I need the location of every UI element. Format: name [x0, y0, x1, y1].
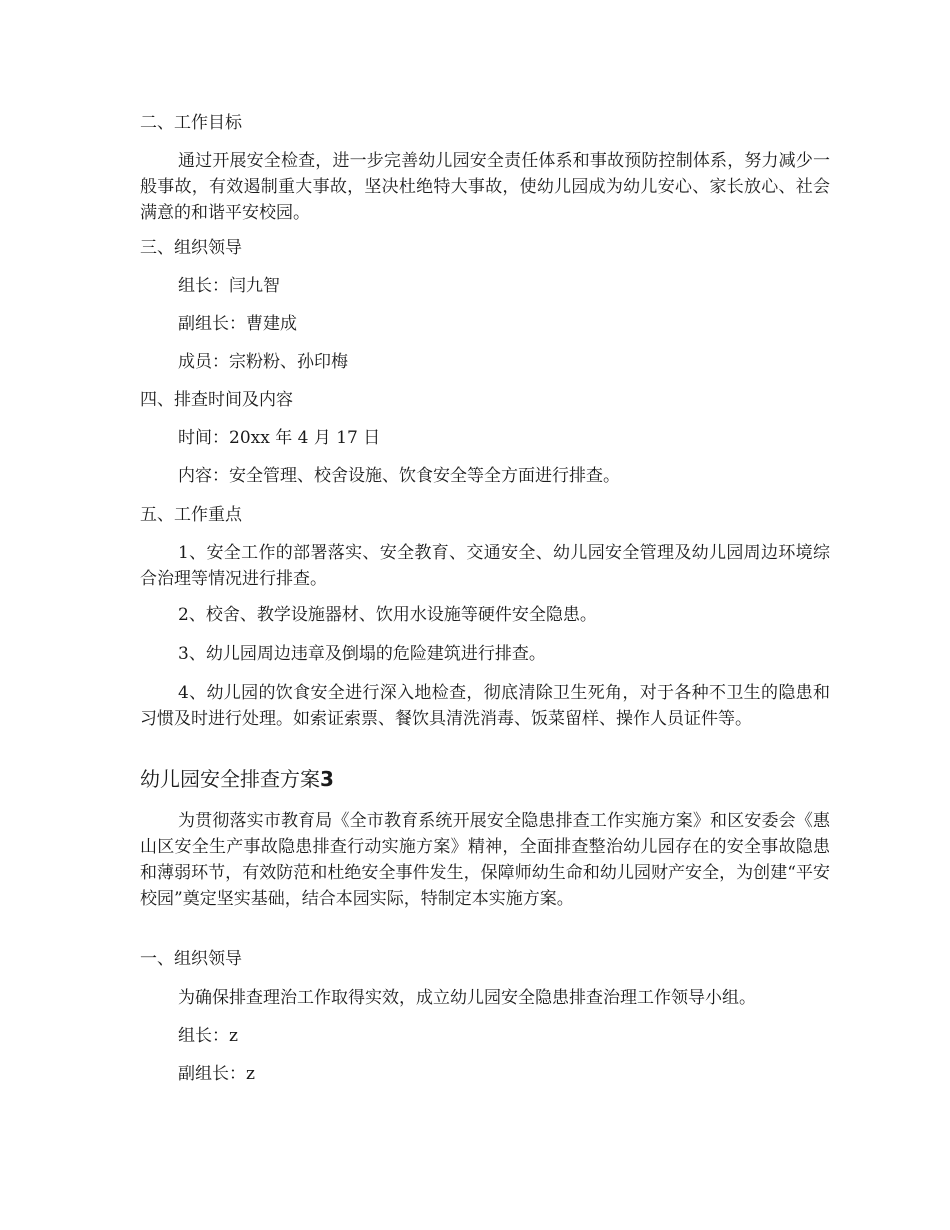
content-line: 内容：安全管理、校舍设施、饮食安全等全方面进行排查。: [178, 466, 620, 486]
section-heading-organization: 三、组织领导: [140, 238, 242, 258]
members-line: 成员：宗粉粉、孙印梅: [178, 352, 348, 372]
section-heading-focus: 五、工作重点: [140, 505, 242, 525]
section-heading-goals: 二、工作目标: [140, 113, 242, 133]
plan-3-vice-leader-line: 副组长：z: [178, 1064, 255, 1084]
plan-3-organization-text: 为确保排查理治工作取得实效，成立幼儿园安全隐患排查治理工作领导小组。: [178, 988, 756, 1008]
section-heading-schedule: 四、排查时间及内容: [140, 390, 293, 410]
plan-3-intro-paragraph: 为贯彻落实市教育局《全市教育系统开展安全隐患排查工作实施方案》和区安委会《惠山区安全生产事故隐患排查行动实施方案》精神，全面排查整治幼儿园存在的安全事故隐患和薄弱环节，有效防范和杜绝安全事件发生，保障师幼生命和幼儿园财产安全，为创建“平安校园”奠定坚实基础，结合本园实际，特制定本实施方案。: [140, 811, 830, 909]
vice-leader-line: 副组长：曹建成: [178, 314, 297, 334]
focus-item-4: 4、幼儿园的饮食安全进行深入地检查，彻底清除卫生死角，对于各种不卫生的隐患和习惯及时进行处理。如索证索票、餐饮具清洗消毒、饭菜留样、操作人员证件等。: [140, 683, 830, 729]
time-line: 时间：20xx 年 4 月 17 日: [178, 428, 381, 448]
plan-3-heading-text: 幼儿园安全排查方案: [140, 767, 320, 791]
goals-paragraph: 通过开展安全检查，进一步完善幼儿园安全责任体系和事故预防控制体系，努力减少一般事故，有效遏制重大事故，坚决杜绝特大事故，使幼儿园成为幼儿安心、家长放心、社会满意的和谐平安校园。: [140, 151, 830, 223]
plan-3-heading-number: 3: [320, 767, 334, 791]
plan-3-leader-line: 组长：z: [178, 1026, 238, 1046]
plan-3-section-heading-organization: 一、组织领导: [140, 949, 242, 969]
leader-line: 组长：闫九智: [178, 276, 280, 296]
focus-item-1: 1、安全工作的部署落实、安全教育、交通安全、幼儿园安全管理及幼儿园周边环境综合治理等情况进行排查。: [140, 543, 830, 589]
plan-3-heading: [140, 764, 334, 794]
focus-item-2: 2、校舍、教学设施器材、饮用水设施等硬件安全隐患。: [178, 605, 597, 625]
focus-item-3: 3、幼儿园周边违章及倒塌的危险建筑进行排查。: [178, 644, 546, 664]
